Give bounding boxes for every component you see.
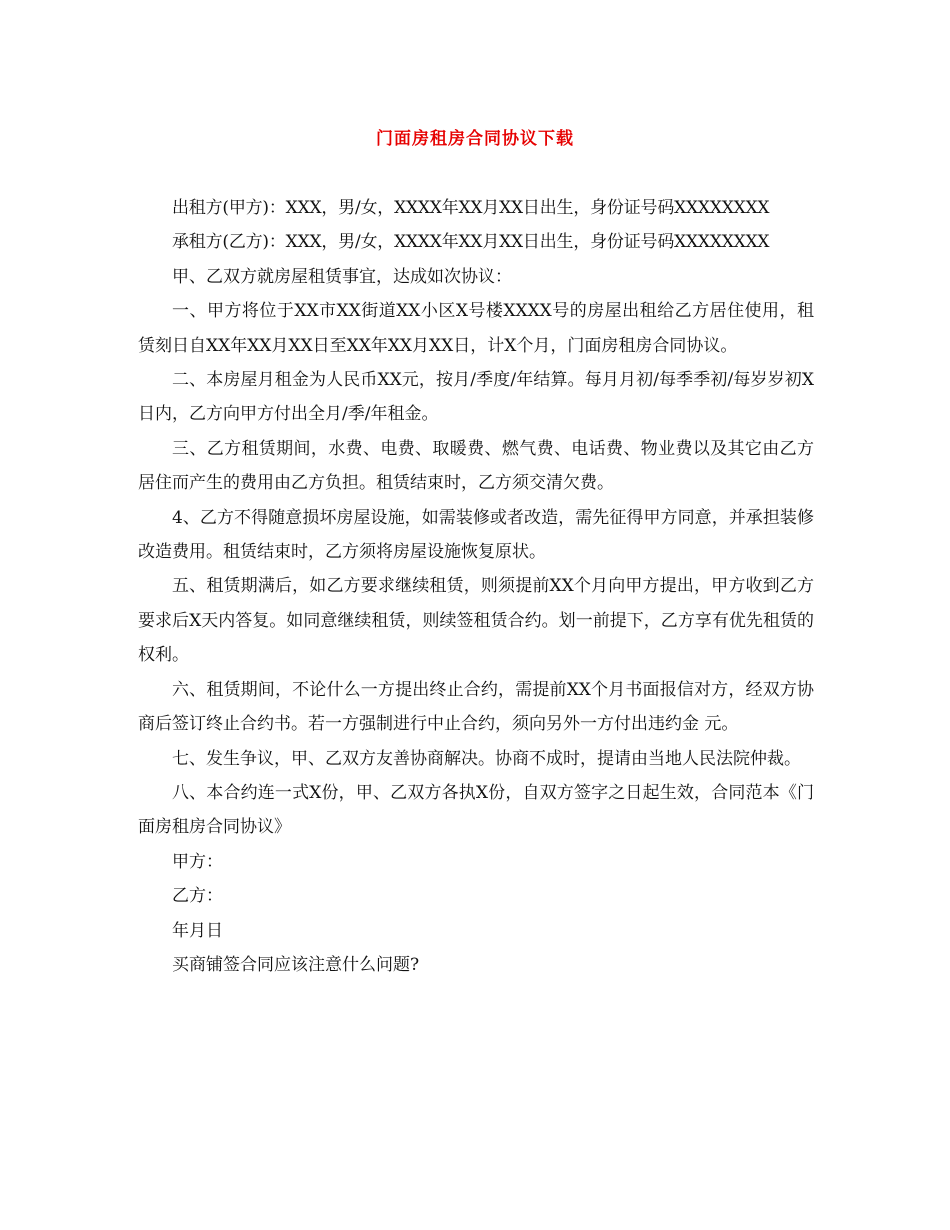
agreement-intro: 甲、乙双方就房屋租赁事宜，达成如次协议： — [172, 266, 512, 287]
document-body — [138, 191, 814, 982]
clause-7: 七、发生争议，甲、乙双方友善协商解决。协商不成时，提请由当地人民法院仲裁。 — [172, 748, 801, 769]
clause-4: 4、乙方不得随意损坏房屋设施，如需装修或者改造，需先征得甲方同意，并承担装修改造费用。租赁结束时，乙方须将房屋设施恢复原状。 — [138, 507, 814, 563]
clause-1: 一、甲方将位于XX市XX街道XX小区X号楼XXXX号的房屋出租给乙方居住使用，租赁刻日自XX年XX月XX日至XX年XX月XX日，计X个月，门面房租房合同协议。 — [138, 301, 814, 356]
signing-date: 年月日 — [172, 920, 223, 941]
clause-5: 五、租赁期满后，如乙方要求继续租赁，则须提前XX个月向甲方提出，甲方收到乙方要求后X天内答复。如同意继续租赁，则续签租赁合约。划一前提下，乙方享有优先租赁的权利。 — [138, 576, 814, 666]
clause-6: 六、租赁期间，不论什么一方提出终止合约，需提前XX个月书面报信对方，经双方协商后签订终止合约书。若一方强制进行中止合约，须向另外一方付出违约金 元。 — [138, 679, 814, 735]
party-a-signature: 甲方： — [172, 851, 223, 872]
party-b-signature: 乙方： — [172, 886, 223, 907]
clause-8: 八、本合约连一式X份，甲、乙双方各执X份，自双方签字之日起生效，合同范本《门面房租房合同协议》 — [138, 782, 814, 838]
document-title: 门面房租房合同协议下载 — [376, 129, 574, 149]
lessor-line: 出租方(甲方)：XXX，男/女，XXXX年XX月XX日出生，身份证号码XXXXXXXX — [172, 198, 770, 218]
follow-up-question: 买商铺签合同应该注意什么问题? — [172, 954, 420, 975]
lessee-line: 承租方(乙方)：XXX，男/女，XXXX年XX月XX日出生，身份证号码XXXXXXXX — [172, 232, 770, 253]
clause-2: 二、本房屋月租金为人民币XX元，按月/季度/年结算。每月月初/每季季初/每岁岁初X日内，乙方向甲方付出全月/季/年租金。 — [138, 370, 814, 425]
clause-3: 三、乙方租赁期间，水费、电费、取暖费、燃气费、电话费、物业费以及其它由乙方居住而产生的费用由乙方负担。租赁结束时，乙方须交清欠费。 — [138, 438, 814, 494]
